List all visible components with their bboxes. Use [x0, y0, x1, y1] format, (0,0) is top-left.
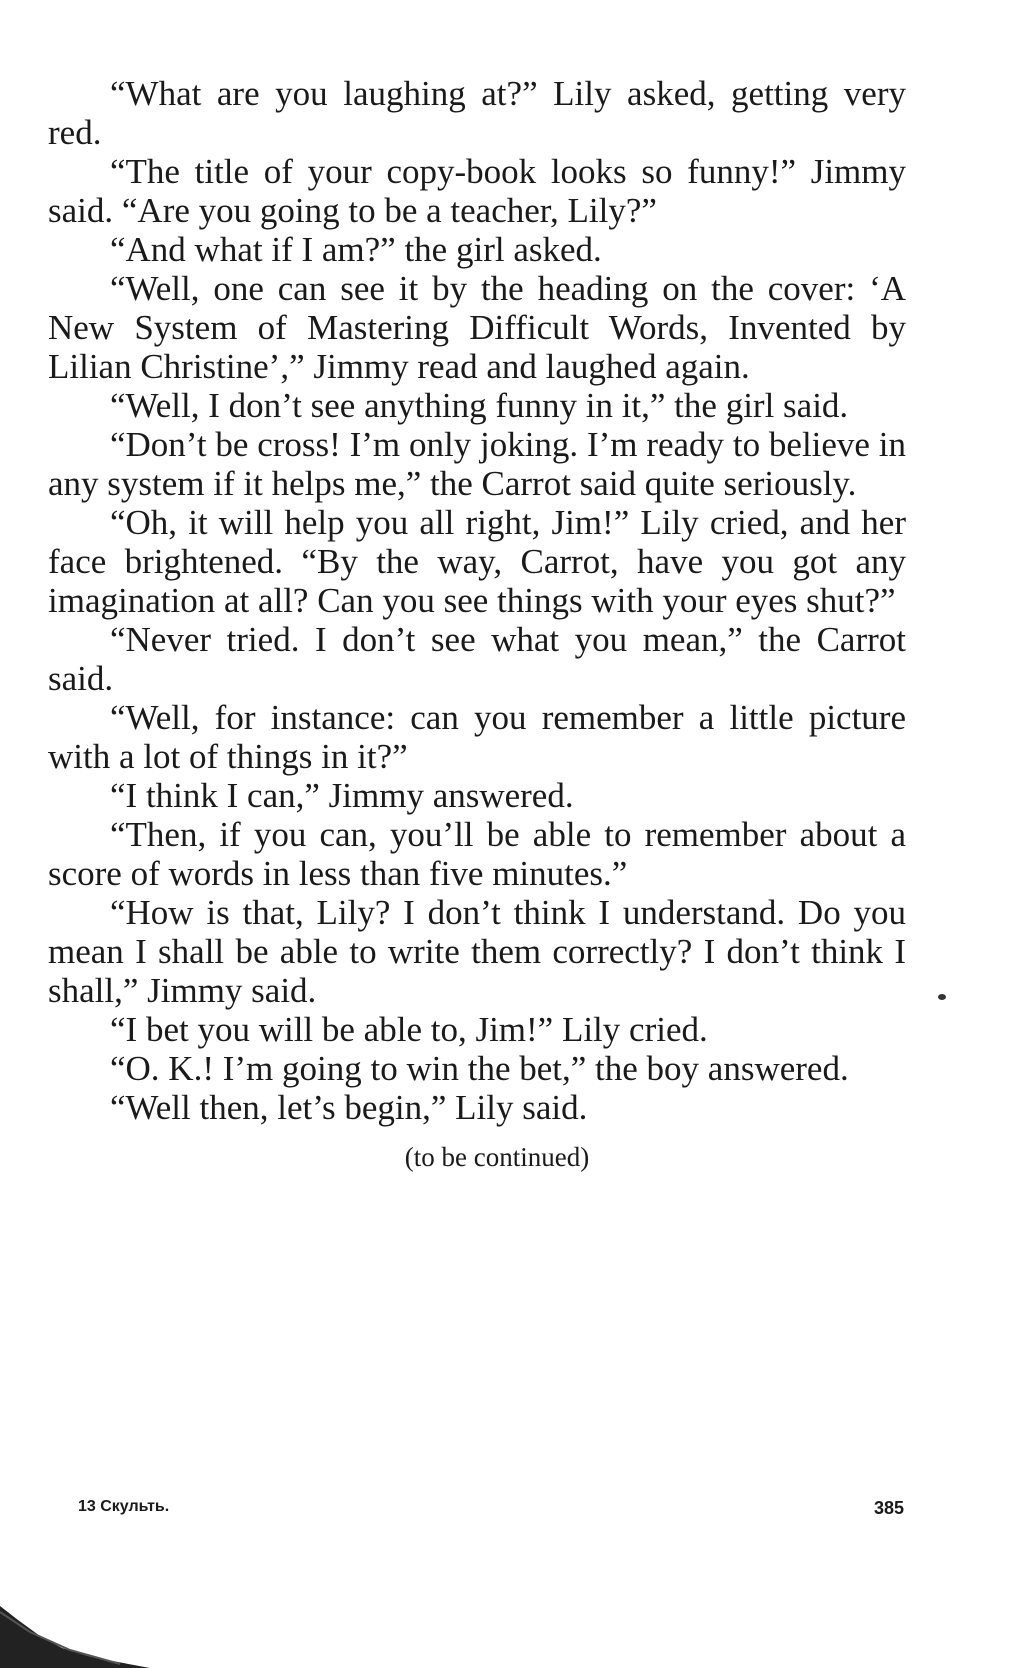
paragraph: “Oh, it will help you all right, Jim!” Lily cried, and her face brightened. “By the way, Carrot, have you got any imagination at all? Can you see things with your eyes shut?”: [48, 503, 906, 620]
paragraph: “Never tried. I don’t see what you mean,” the Carrot said.: [48, 620, 906, 698]
page-body: [48, 74, 906, 1174]
paragraph: “The title of your copy-book looks so funny!” Jimmy said. “Are you going to be a teacher, Lily?”: [48, 152, 906, 230]
paragraph: “I think I can,” Jimmy answered.: [110, 776, 574, 815]
to-be-continued-note: (to be continued): [404, 1142, 590, 1172]
paragraph: “Then, if you can, you’ll be able to remember about a score of words in less than five minutes.”: [48, 815, 906, 893]
paragraph: “Well then, let’s begin,” Lily said.: [110, 1088, 588, 1127]
printer-signature: 13 Скульть.: [78, 1498, 170, 1515]
paragraph: “Don’t be cross! I’m only joking. I’m ready to believe in any system if it helps me,” the Carrot said quite seriously.: [48, 425, 906, 503]
paragraph: “O. K.! I’m going to win the bet,” the boy answered.: [110, 1049, 849, 1088]
paragraph: “What are you laughing at?” Lily asked, getting very red.: [48, 74, 906, 152]
paragraph: “Well, I don’t see anything funny in it,” the girl said.: [110, 386, 849, 425]
paragraph: “I bet you will be able to, Jim!” Lily cried.: [110, 1010, 708, 1049]
ink-speck: [938, 994, 946, 1000]
page-footer: [78, 1498, 904, 1522]
paragraph: “Well, for instance: can you remember a little picture with a lot of things in it?”: [48, 698, 906, 776]
paragraph: “Well, one can see it by the heading on the cover: ‘A New System of Mastering Difficult Words, Invented by Lilian Christine’,” Jimmy read and laughed again.: [48, 269, 906, 386]
scan-edge-artifact: [0, 1598, 150, 1668]
page-number: 385: [873, 1498, 904, 1518]
paragraph: “How is that, Lily? I don’t think I understand. Do you mean I shall be able to write them correctly? I don’t think I shall,” Jimmy said.: [48, 893, 906, 1010]
paragraph: “And what if I am?” the girl asked.: [110, 230, 602, 269]
